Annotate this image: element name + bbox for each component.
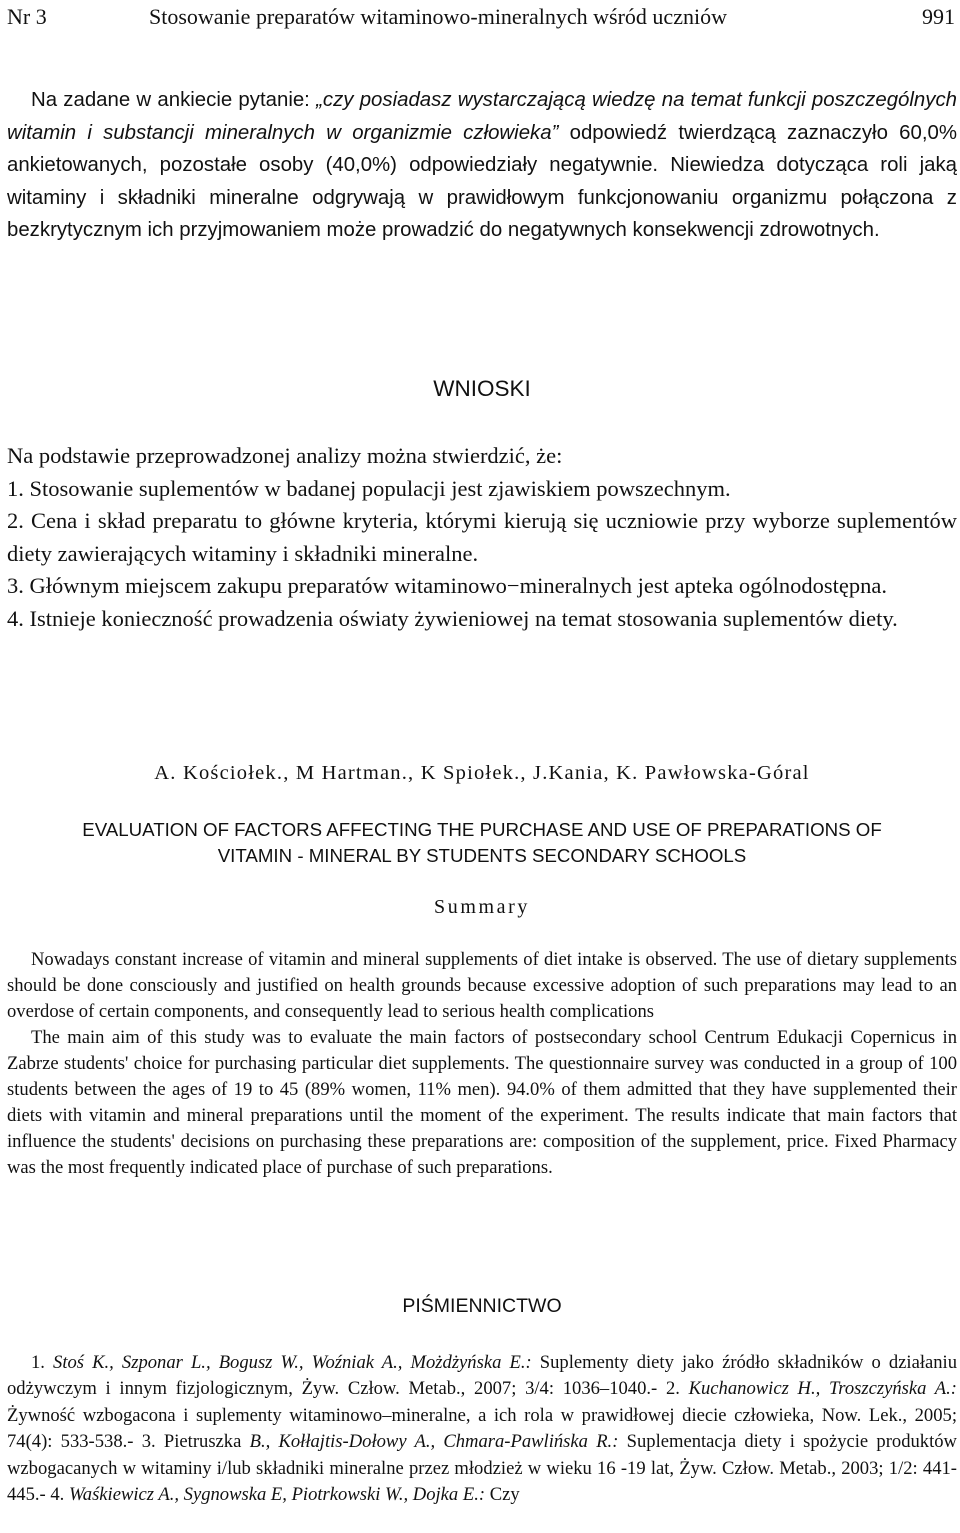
conclusions-lead: Na podstawie przeprowadzonej analizy można stwierdzić, że:: [7, 443, 563, 468]
conclusion-item-4: 4. Istnieje konieczność prowadzenia oświaty żywieniowej na temat stosowania suplementów diety.: [7, 605, 898, 631]
summary-paragraph-2: The main aim of this study was to evaluate the main factors of postsecondary school Centrum Edukacji Copernicus in Zabrze students' choice for purchasing particular diet supplements. The questionnaire survey was conducted in a group of 100 students between the ages of 19 to 45 (89% women, 11% men). 94.0% of them admitted that they have supplemented their diets with vitamin and mineral preparations until the moment of the experiment. The results indicate that main factors that influence the students' decisions on purchasing these preparations are: composition of the supplement, price. Fixed Pharmacy was the most frequently indicated place of purchase of such preparations.: [7, 1027, 957, 1178]
issue-number: Nr 3: [7, 4, 47, 29]
intro-question: „czy posiadasz wystarczającą wiedzę na temat funkcji poszczególnych witamin i substancji mineralnych w organizmie człowieka”: [7, 89, 957, 144]
ref-4-text: Czy: [485, 1484, 520, 1506]
ref-1-text: Suplementy diety jako źródło składników o działaniu odżywczym i innym fizjologicznym, Żyw. Człow. Metab., 2007; 3/4: 1036–1040.- 2.: [7, 1352, 958, 1400]
intro-paragraph: [7, 84, 957, 247]
references-heading: PIŚMIENNICTWO: [402, 1295, 562, 1317]
references-list: [7, 1350, 957, 1508]
ref-4-authors: Waśkiewicz A., Sygnowska E, Piotrkowski W., Dojka E.:: [68, 1484, 486, 1506]
intro-lead: Na zadane w ankiecie pytanie:: [31, 89, 317, 111]
summary-text: [7, 947, 957, 1181]
authors: A. Kościołek., M Hartman., K Spiołek., J.Kania, K. Pawłowska-Góral: [154, 762, 810, 784]
running-title: Stosowanie preparatów witaminowo-mineralnych wśród uczniów: [149, 4, 727, 29]
ref-3-authors-a: Pietruszka: [163, 1431, 242, 1453]
english-title-line-1: EVALUATION OF FACTORS AFFECTING THE PURCHASE AND USE OF PREPARATIONS OF: [82, 819, 882, 840]
running-header: [7, 4, 957, 30]
summary-paragraph-1: Nowadays constant increase of vitamin and mineral supplements of diet intake is observed. The use of dietary supplements should be done consciously and justified on health grounds because excessive adoption of such preparations may lead to an overdose of certain components, and consequently lead to serious health complications: [7, 949, 957, 1022]
ref-3-text: Suplementacja diety i spożycie produktów wzbogacanych w witaminy i/lub składniki mineralne przez młodzież w wieku 16 -19 lat, Żyw. Człow. Metab., 2003; 1/2: 441-445.- 4.: [7, 1431, 957, 1506]
ref-2-text: Żywność wzbogacona i suplementy witaminowo–mineralne, a ich rola w prawidłowej diecie człowieka, Now. Lek., 2005; 74(4): 533-538.- 3.: [7, 1404, 957, 1453]
english-title-line-2: VITAMIN - MINERAL BY STUDENTS SECONDARY SCHOOLS: [217, 845, 747, 866]
ref-1-number: 1.: [31, 1352, 54, 1373]
ref-3-authors-b: B., Kołłajtis-Dołowy A., Chmara-Pawlińska R.:: [241, 1431, 619, 1453]
conclusion-item-2: 2. Cena i skład preparatu to główne kryteria, którymi kierują się uczniowie przy wyborze suplementów diety zawierających witaminy i składniki mineralne.: [7, 508, 957, 566]
ref-1-authors: Stoś K., Szponar L., Bogusz W., Woźniak A., Możdżyńska E.:: [53, 1352, 532, 1373]
english-title: [7, 817, 957, 869]
conclusions-list: [7, 440, 957, 636]
summary-heading: Summary: [434, 896, 530, 918]
conclusion-item-1: 1. Stosowanie suplementów w badanej populacji jest zjawiskiem powszechnym.: [7, 475, 731, 501]
ref-2-authors: Kuchanowicz H., Troszczyńska A.:: [688, 1378, 957, 1400]
page-number: 991: [922, 4, 955, 29]
conclusions-heading: WNIOSKI: [433, 376, 531, 401]
conclusion-item-3: 3. Głównym miejscem zakupu preparatów witaminowo−mineralnych jest apteka ogólnodostępna.: [7, 573, 887, 599]
intro-rest: odpowiedź twierdzącą zaznaczyło 60,0% ankietowanych, pozostałe osoby (40,0%) odpowiedziały negatywnie. Niewiedza dotycząca roli jaką witaminy i składniki mineralne odgrywają w prawidłowym funkcjonowaniu organizmu połączona z bezkrytycznym ich przyjmowaniem może prowadzić do negatywnych konsekwencji zdrowotnych.: [7, 121, 957, 241]
